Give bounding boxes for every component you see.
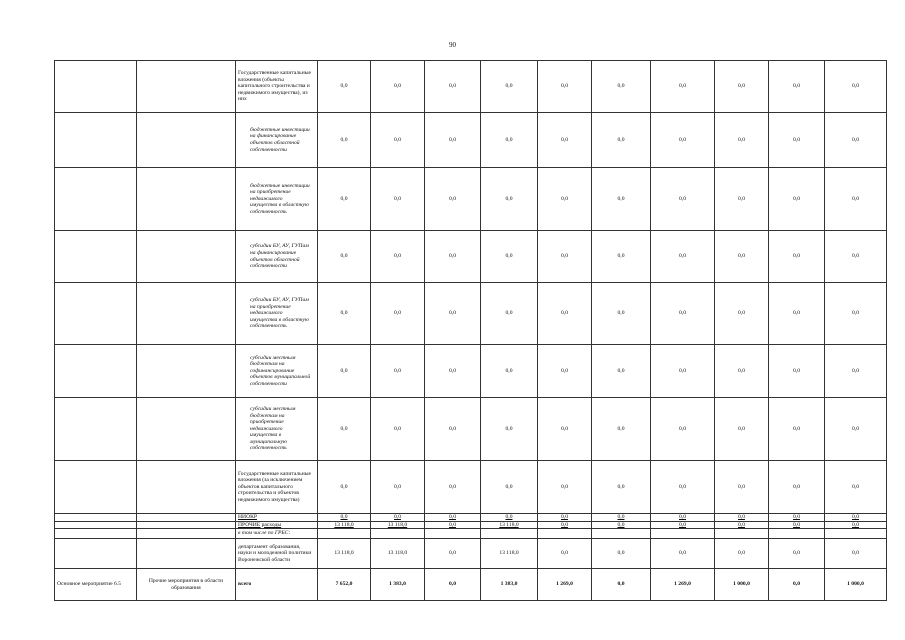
value-cell: 0,0 <box>318 398 371 461</box>
value-cell: 0,0 <box>825 514 887 522</box>
value-cell: 0,0 <box>481 168 538 231</box>
value-cell: 0,0 <box>592 514 651 522</box>
value-cell: 13 118,0 <box>318 521 371 529</box>
row-label: субсидии БУ, АУ, ГУПам на приобретение недвижимого имущества в областную собственность <box>236 283 318 345</box>
value-cell: 0,0 <box>481 398 538 461</box>
value-cell: 0,0 <box>318 345 371 398</box>
row-label: департамент образования, науки и молодежной политики Воронежской области <box>236 539 318 569</box>
value-cell: 0,0 <box>715 113 769 168</box>
value-cell: 0,0 <box>371 514 425 522</box>
value-cell: 1 269,0 <box>538 569 592 601</box>
value-cell: 0,0 <box>769 168 825 231</box>
value-cell <box>715 529 769 539</box>
value-cell: 0,0 <box>592 398 651 461</box>
table-row <box>55 529 887 539</box>
value-cell: 0,0 <box>592 168 651 231</box>
table-body <box>55 61 887 601</box>
value-cell: 0,0 <box>651 398 715 461</box>
value-cell: 0,0 <box>715 345 769 398</box>
value-cell: 0,0 <box>715 461 769 514</box>
name-cell <box>137 61 236 113</box>
row-label: бюджетные инвестиции на приобретение недвижимого имущества в областную собственность <box>236 168 318 231</box>
value-cell: 0,0 <box>425 61 481 113</box>
value-cell: 0,0 <box>769 398 825 461</box>
value-cell <box>318 529 371 539</box>
value-cell: 0,0 <box>769 539 825 569</box>
value-cell: 0,0 <box>769 514 825 522</box>
value-cell: 0,0 <box>371 461 425 514</box>
value-cell: 0,0 <box>651 345 715 398</box>
value-cell: 0,0 <box>592 283 651 345</box>
value-cell: 0,0 <box>318 514 371 522</box>
code-cell <box>55 345 137 398</box>
value-cell: 1 000,0 <box>715 569 769 601</box>
value-cell: 0,0 <box>318 283 371 345</box>
value-cell: 0,0 <box>538 521 592 529</box>
value-cell: 13 118,0 <box>481 539 538 569</box>
value-cell: 0,0 <box>651 514 715 522</box>
value-cell: 0,0 <box>318 461 371 514</box>
value-cell: 1 000,0 <box>825 569 887 601</box>
value-cell: 0,0 <box>825 539 887 569</box>
value-cell: 0,0 <box>481 461 538 514</box>
value-cell: 0,0 <box>651 231 715 283</box>
value-cell: 0,0 <box>318 113 371 168</box>
value-cell: 1 269,0 <box>651 569 715 601</box>
value-cell: 0,0 <box>371 61 425 113</box>
value-cell: 0,0 <box>825 345 887 398</box>
value-cell: 0,0 <box>425 539 481 569</box>
value-cell: 0,0 <box>425 514 481 522</box>
code-cell <box>55 283 137 345</box>
code-cell <box>55 398 137 461</box>
value-cell <box>425 529 481 539</box>
value-cell: 0,0 <box>481 514 538 522</box>
value-cell: 0,0 <box>425 345 481 398</box>
code-cell <box>55 529 137 539</box>
value-cell: 0,0 <box>592 461 651 514</box>
row-label: субсидии БУ, АУ, ГУПам на финансирование объектов областной собственности <box>236 231 318 283</box>
measure-name: Прочие мероприятия в области образования <box>137 569 236 601</box>
value-cell: 0,0 <box>318 231 371 283</box>
table-row <box>55 345 887 398</box>
value-cell: 0,0 <box>825 113 887 168</box>
value-cell: 0,0 <box>425 461 481 514</box>
value-cell: 1 383,0 <box>371 569 425 601</box>
value-cell <box>371 529 425 539</box>
value-cell: 0,0 <box>651 168 715 231</box>
budget-table <box>54 60 887 601</box>
table-row <box>55 231 887 283</box>
value-cell: 0,0 <box>371 398 425 461</box>
value-cell: 0,0 <box>425 231 481 283</box>
value-cell: 0,0 <box>715 283 769 345</box>
value-cell: 0,0 <box>538 539 592 569</box>
measure-code: Основное мероприятие 6.5 <box>55 569 137 601</box>
value-cell: 0,0 <box>592 569 651 601</box>
name-cell <box>137 521 236 529</box>
row-label: Государственные капитальные вложения (объекты капитального строительства и недвижимого имущества), из них <box>236 61 318 113</box>
row-label: бюджетные инвестиции на финансирование объектов областной собственности <box>236 113 318 168</box>
value-cell: 0,0 <box>425 168 481 231</box>
row-label: всего <box>236 569 318 601</box>
name-cell <box>137 514 236 522</box>
value-cell: 0,0 <box>715 231 769 283</box>
value-cell: 0,0 <box>538 514 592 522</box>
value-cell: 0,0 <box>592 521 651 529</box>
name-cell <box>137 113 236 168</box>
value-cell: 0,0 <box>425 521 481 529</box>
row-label: Государственные капитальные вложения (за исключением объектов капитального строительства и объектов недвижимого имущества) <box>236 461 318 514</box>
value-cell: 0,0 <box>825 168 887 231</box>
name-cell <box>137 283 236 345</box>
value-cell: 0,0 <box>825 461 887 514</box>
value-cell: 0,0 <box>371 231 425 283</box>
value-cell: 7 652,0 <box>318 569 371 601</box>
value-cell <box>592 529 651 539</box>
table-row <box>55 461 887 514</box>
value-cell: 0,0 <box>825 61 887 113</box>
code-cell <box>55 521 137 529</box>
name-cell <box>137 461 236 514</box>
value-cell: 0,0 <box>318 61 371 113</box>
value-cell <box>825 529 887 539</box>
value-cell: 0,0 <box>538 113 592 168</box>
value-cell: 13 118,0 <box>318 539 371 569</box>
value-cell: 0,0 <box>371 283 425 345</box>
value-cell: 0,0 <box>769 231 825 283</box>
value-cell: 0,0 <box>371 168 425 231</box>
value-cell: 0,0 <box>481 283 538 345</box>
row-label: в том числе по ГРБС: <box>236 529 318 539</box>
value-cell: 0,0 <box>769 61 825 113</box>
table-row <box>55 569 887 601</box>
value-cell: 0,0 <box>538 168 592 231</box>
code-cell <box>55 113 137 168</box>
value-cell: 0,0 <box>769 569 825 601</box>
value-cell: 0,0 <box>769 345 825 398</box>
value-cell: 0,0 <box>425 113 481 168</box>
name-cell <box>137 529 236 539</box>
value-cell: 0,0 <box>538 461 592 514</box>
value-cell: 13 118,0 <box>371 539 425 569</box>
table-row <box>55 398 887 461</box>
value-cell <box>481 529 538 539</box>
value-cell: 0,0 <box>538 231 592 283</box>
value-cell: 1 383,0 <box>481 569 538 601</box>
value-cell: 0,0 <box>769 461 825 514</box>
value-cell <box>769 529 825 539</box>
value-cell: 0,0 <box>592 231 651 283</box>
value-cell <box>538 529 592 539</box>
row-label: ПРОЧИЕ расходы <box>236 521 318 529</box>
value-cell: 0,0 <box>425 569 481 601</box>
table-row <box>55 168 887 231</box>
value-cell: 0,0 <box>371 113 425 168</box>
value-cell: 0,0 <box>825 231 887 283</box>
value-cell: 0,0 <box>651 521 715 529</box>
code-cell <box>55 168 137 231</box>
page-number: 90 <box>449 41 456 49</box>
value-cell: 0,0 <box>651 539 715 569</box>
value-cell: 0,0 <box>715 539 769 569</box>
value-cell: 0,0 <box>651 283 715 345</box>
value-cell: 0,0 <box>371 345 425 398</box>
value-cell <box>651 529 715 539</box>
value-cell: 0,0 <box>592 539 651 569</box>
row-label: субсидии местным бюджетам на софинансирование объектов муниципальной собственности <box>236 345 318 398</box>
code-cell <box>55 61 137 113</box>
value-cell: 0,0 <box>481 345 538 398</box>
name-cell <box>137 539 236 569</box>
value-cell: 0,0 <box>651 61 715 113</box>
value-cell: 0,0 <box>481 113 538 168</box>
value-cell: 0,0 <box>425 398 481 461</box>
code-cell <box>55 539 137 569</box>
value-cell: 0,0 <box>538 345 592 398</box>
table-row <box>55 61 887 113</box>
value-cell: 0,0 <box>538 61 592 113</box>
value-cell: 0,0 <box>651 113 715 168</box>
value-cell: 0,0 <box>318 168 371 231</box>
value-cell: 0,0 <box>715 521 769 529</box>
row-label: субсидии местным бюджетам на приобретение недвижимого имущества в муниципальную собственность <box>236 398 318 461</box>
value-cell: 0,0 <box>769 521 825 529</box>
code-cell <box>55 461 137 514</box>
value-cell: 0,0 <box>715 168 769 231</box>
value-cell: 0,0 <box>592 61 651 113</box>
value-cell: 0,0 <box>769 283 825 345</box>
table-row <box>55 514 887 522</box>
value-cell: 0,0 <box>538 398 592 461</box>
code-cell <box>55 231 137 283</box>
value-cell: 0,0 <box>825 283 887 345</box>
table-row <box>55 283 887 345</box>
table-row <box>55 113 887 168</box>
table-row <box>55 539 887 569</box>
value-cell: 13 118,0 <box>481 521 538 529</box>
name-cell <box>137 168 236 231</box>
name-cell <box>137 231 236 283</box>
name-cell <box>137 345 236 398</box>
value-cell: 0,0 <box>651 461 715 514</box>
table-row <box>55 521 887 529</box>
row-label: НИОКР <box>236 514 318 522</box>
value-cell: 13 118,0 <box>371 521 425 529</box>
value-cell: 0,0 <box>592 345 651 398</box>
value-cell: 0,0 <box>481 61 538 113</box>
value-cell: 0,0 <box>825 521 887 529</box>
value-cell: 0,0 <box>538 283 592 345</box>
value-cell: 0,0 <box>715 514 769 522</box>
value-cell: 0,0 <box>592 113 651 168</box>
value-cell: 0,0 <box>769 113 825 168</box>
value-cell: 0,0 <box>715 61 769 113</box>
value-cell: 0,0 <box>481 231 538 283</box>
value-cell: 0,0 <box>825 398 887 461</box>
name-cell <box>137 398 236 461</box>
code-cell <box>55 514 137 522</box>
value-cell: 0,0 <box>425 283 481 345</box>
value-cell: 0,0 <box>715 398 769 461</box>
